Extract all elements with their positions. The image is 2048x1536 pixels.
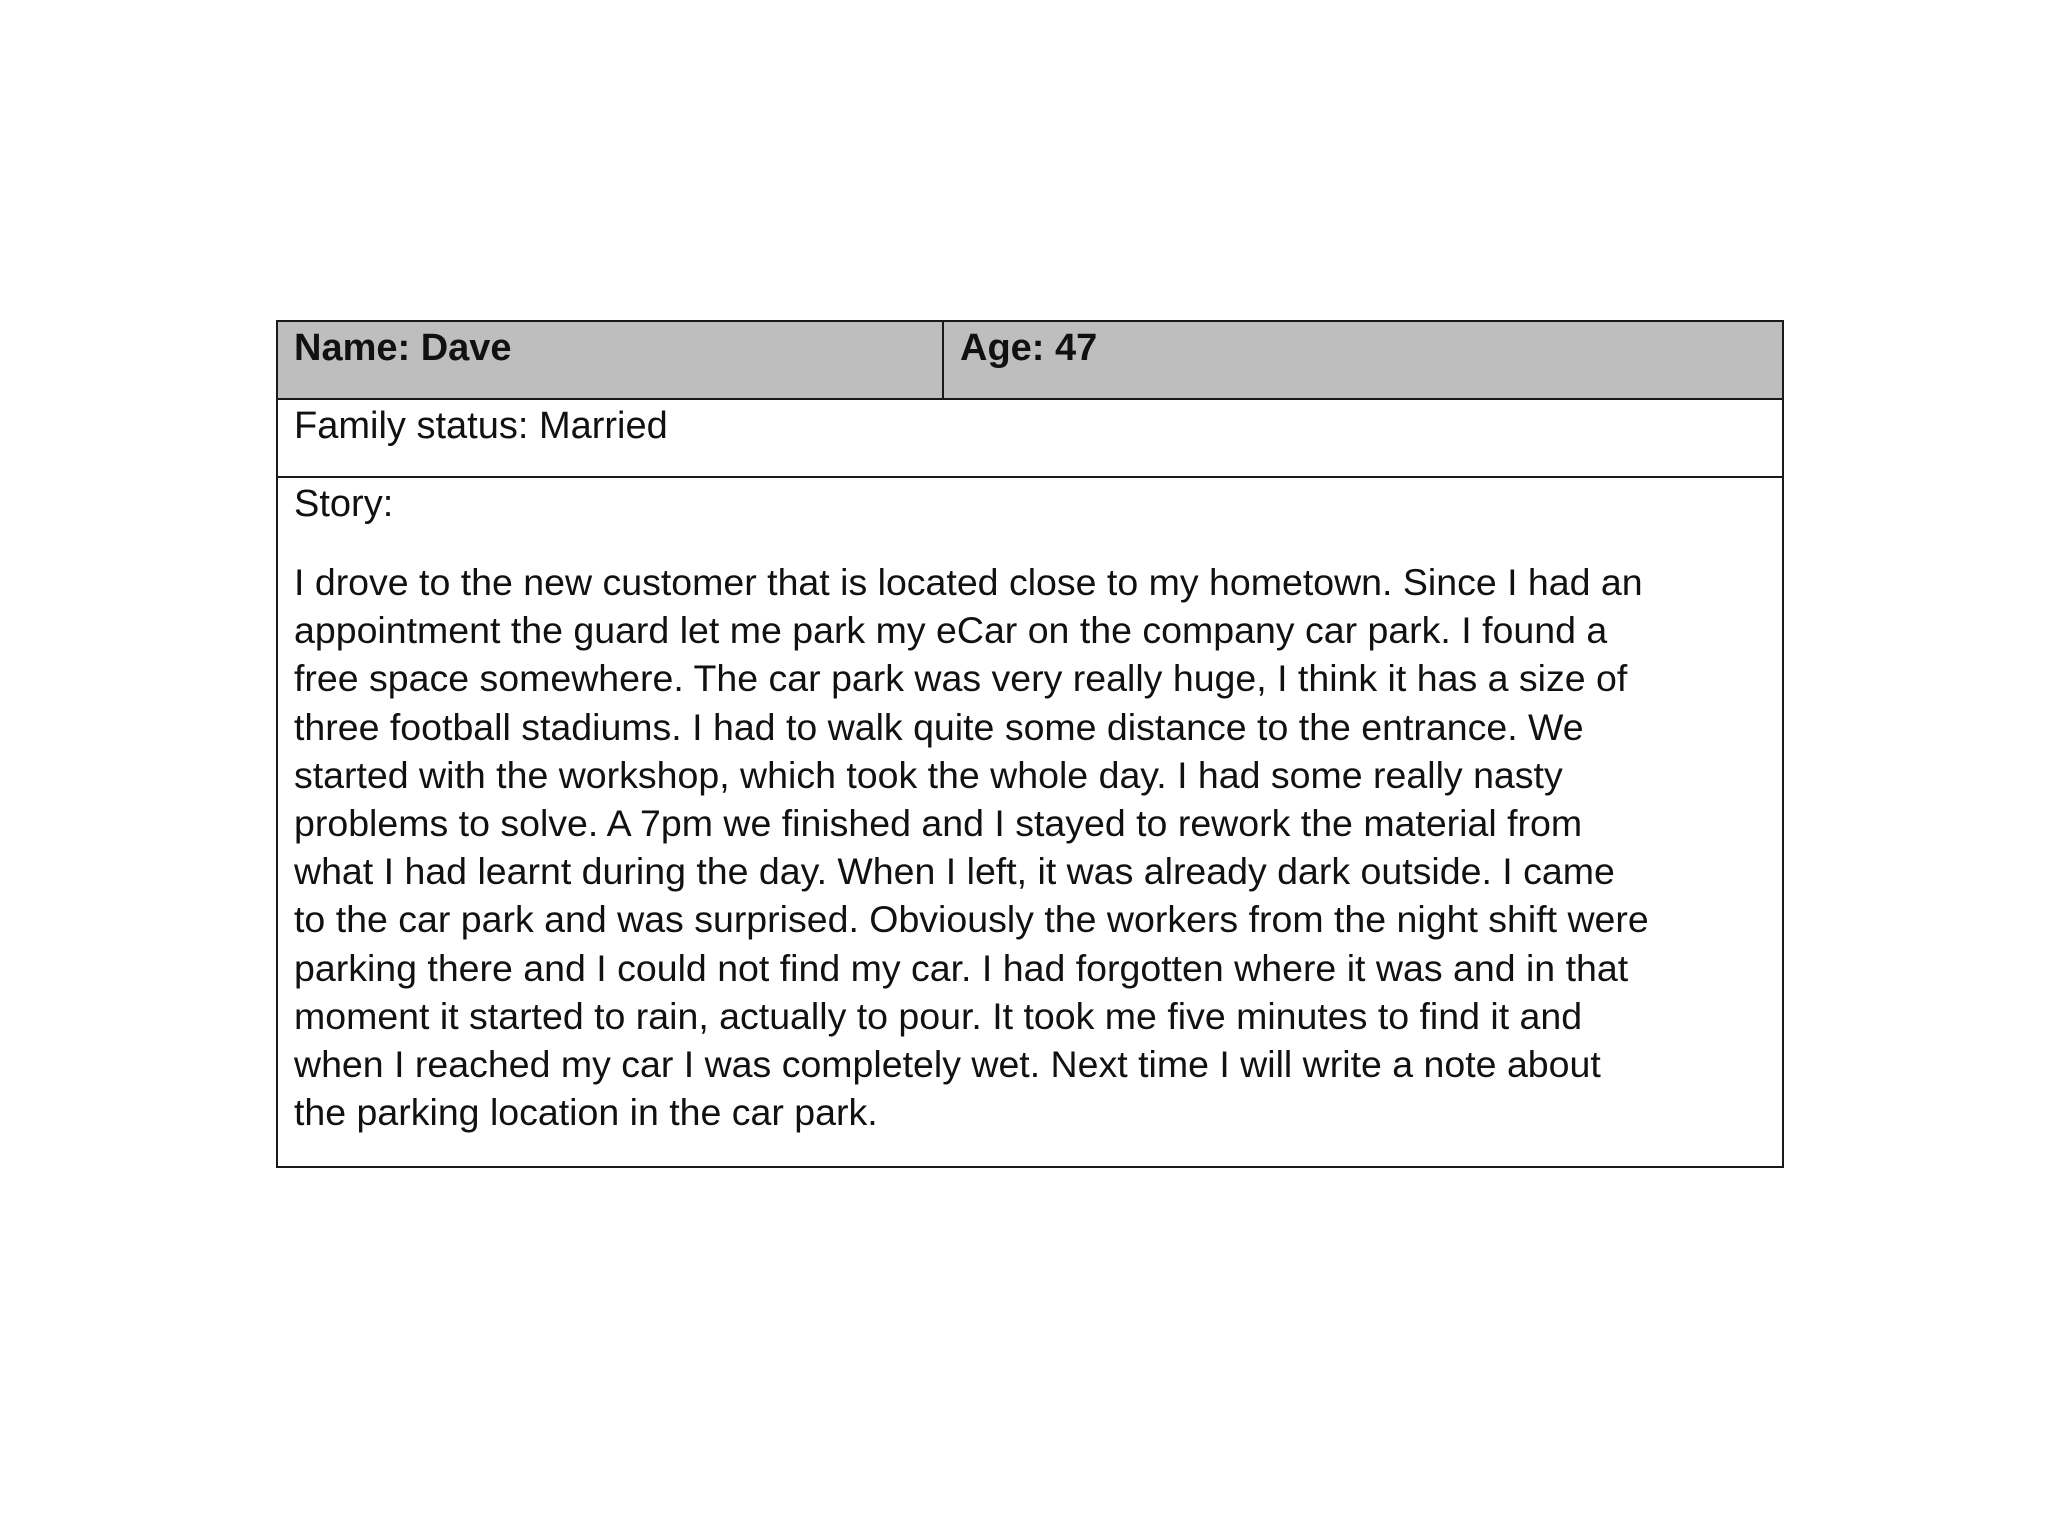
persona-table [276, 320, 1784, 1168]
story-line: moment it started to rain, actually to pour. It took me five minutes to find it and [294, 994, 1583, 1037]
header-row [278, 322, 1782, 400]
name-cell: Name: Dave [278, 322, 944, 398]
story-text [294, 558, 1766, 1136]
story-line: the parking location in the car park. [294, 1091, 878, 1134]
story-line: free space somewhere. The car park was very really huge, I think it has a size of [294, 657, 1628, 700]
story-line: I drove to the new customer that is located close to my hometown. Since I had an [294, 561, 1643, 603]
story-line: when I reached my car I was completely wet. Next time I will write a note about [294, 1043, 1601, 1086]
story-line: started with the workshop, which took the whole day. I had some really nasty [294, 753, 1563, 796]
story-line: appointment the guard let me park my eCar on the company car park. I found a [294, 609, 1608, 652]
story-line: three football stadiums. I had to walk quite some distance to the entrance. We [294, 705, 1584, 748]
family-status-cell: Family status: Married [294, 405, 668, 447]
story-line: what I had learnt during the day. When I left, it was already dark outside. I came [294, 850, 1615, 893]
family-status-row [278, 400, 1782, 478]
story-line: to the car park and was surprised. Obviously the workers from the night shift were [294, 898, 1649, 941]
story-line: problems to solve. A 7pm we finished and I stayed to rework the material from [294, 802, 1583, 845]
story-line: parking there and I could not find my car. I had forgotten where it was and in that [294, 946, 1629, 989]
age-cell: Age: 47 [960, 327, 1098, 369]
story-row [278, 478, 1782, 1166]
story-label: Story: [294, 483, 394, 525]
